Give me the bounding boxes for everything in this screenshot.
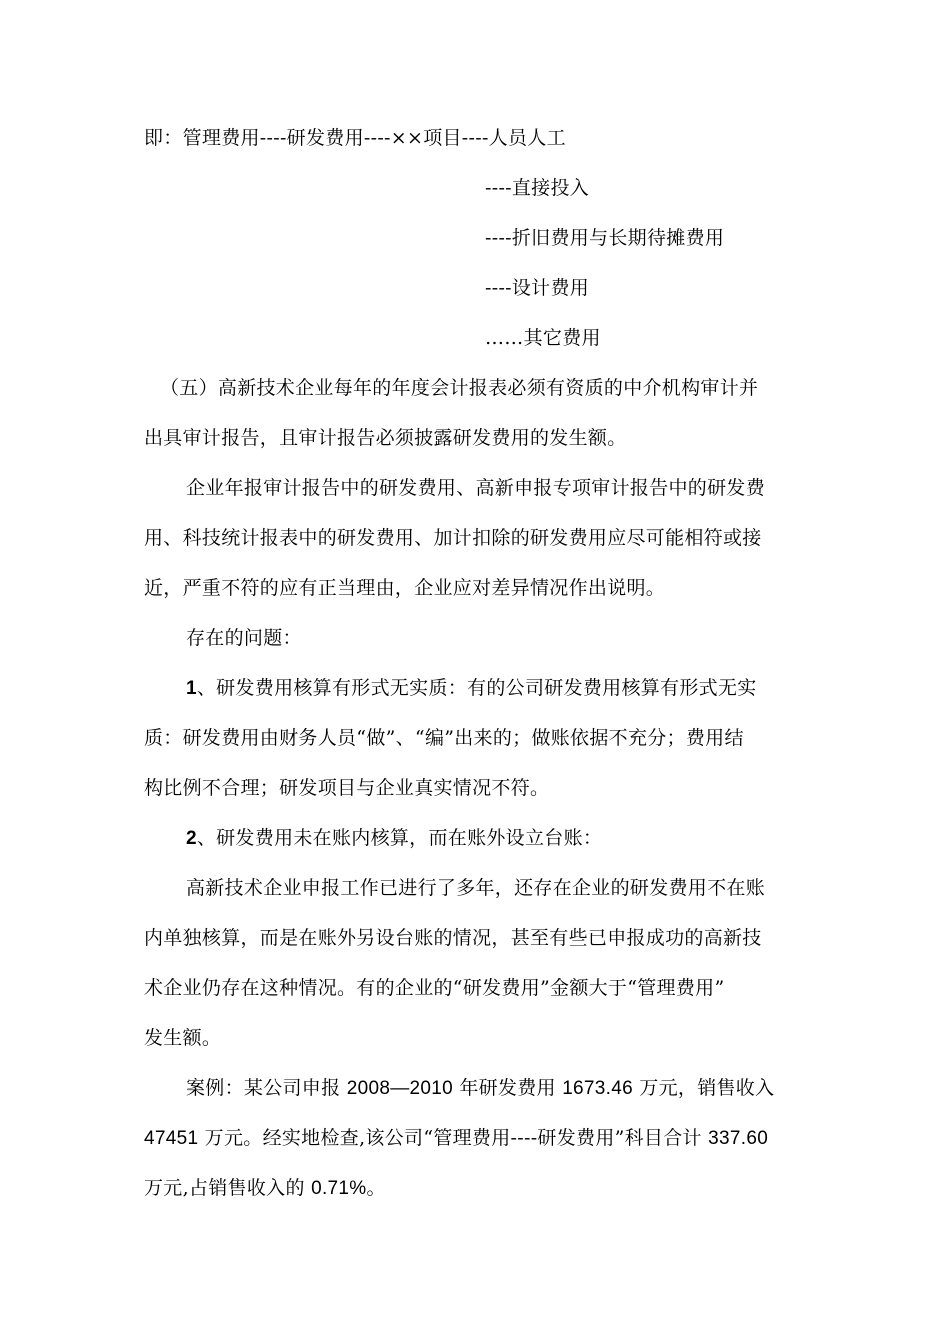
- offbook-line1: 高新技术企业申报工作已进行了多年，还存在企业的研发费用不在账: [186, 877, 766, 899]
- branch-direct-input: ----直接投入: [485, 177, 590, 199]
- problem1-number: 1: [186, 678, 197, 699]
- consistency-line3: 近，严重不符的应有正当理由，企业应对差异情况作出说明。: [144, 577, 666, 599]
- branch-other: ……其它费用: [485, 327, 601, 349]
- consistency-line2: 用、科技统计报表中的研发费用、加计扣除的研发费用应尽可能相符或接: [144, 527, 762, 549]
- problem1-line2: 质：研发费用由财务人员“做”、“编”出来的；做账依据不充分；费用结: [144, 727, 744, 749]
- case-line2: [144, 1126, 768, 1151]
- case-total: 337.60: [708, 1128, 769, 1149]
- case-rd-label: 年研发费用: [453, 1077, 563, 1099]
- consistency-line1: 企业年报审计报告中的研发费用、高新申报专项审计报告中的研发费: [186, 477, 766, 499]
- case-period: 。: [366, 1177, 386, 1199]
- case-line3: [144, 1176, 386, 1201]
- case-intro: 案例：某公司申报: [186, 1077, 347, 1099]
- problems-heading: 存在的问题：: [186, 627, 302, 649]
- branch-design: ----设计费用: [485, 277, 590, 299]
- problem2-number: 2: [186, 828, 197, 849]
- branch-depreciation: ----折旧费用与长期待摊费用: [485, 227, 725, 249]
- problem2-line1: [186, 826, 602, 851]
- problem2-title: 、研发费用未在账内核算，而在账外设立台账：: [196, 827, 603, 849]
- case-sales-amount: 47451: [144, 1128, 199, 1149]
- para5-line1: （五）高新技术企业每年的年度会计报表必须有资质的中介机构审计并: [160, 377, 759, 399]
- offbook-line2: 内单独核算，而是在账外另设台账的情况，甚至有些已申报成功的高新技: [144, 927, 762, 949]
- case-ratio: 0.71%: [311, 1178, 367, 1199]
- case-rd-amount: 1673.46: [562, 1078, 633, 1099]
- problem1-line1: [186, 676, 757, 701]
- case-inspection-text: 万元。经实地检查,该公司“管理费用----研发费用”科目合计: [198, 1127, 709, 1149]
- problem1-title: 、研发费用核算有形式无实质：有的公司研发费用核算有形式无实: [196, 677, 757, 699]
- case-years: 2008—2010: [346, 1078, 453, 1099]
- case-sales-label: 万元，销售收入: [632, 1077, 775, 1099]
- para5-line2: 出具审计报告，且审计报告必须披露研发费用的发生额。: [144, 427, 627, 449]
- offbook-line4: 发生额。: [144, 1027, 222, 1049]
- case-line1: [186, 1076, 774, 1101]
- offbook-line3: 术企业仍存在这种情况。有的企业的“研发费用”金额大于“管理费用”: [144, 977, 725, 999]
- formula-line: 即：管理费用----研发费用----××项目----人员人工: [144, 127, 566, 149]
- problem1-line3: 构比例不合理；研发项目与企业真实情况不符。: [144, 777, 550, 799]
- case-ratio-label: 万元,占销售收入的: [144, 1177, 312, 1199]
